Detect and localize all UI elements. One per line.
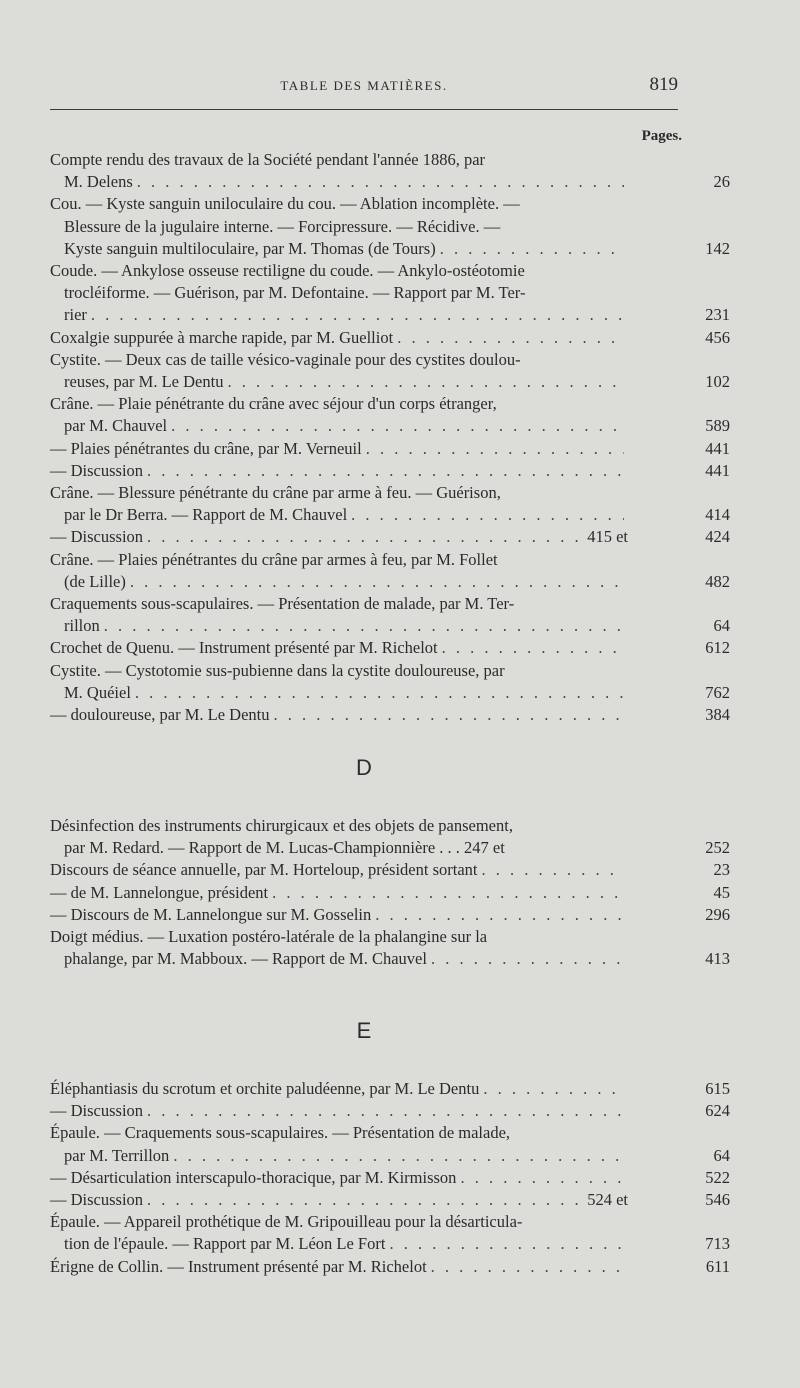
entry-line <box>50 1078 628 1100</box>
entry-text: — Discussion <box>50 1101 144 1121</box>
entry-extra-page: 415 et <box>587 527 628 547</box>
entry-text: — douloureuse, par M. Le Dentu <box>50 705 270 725</box>
entry-text: Coxalgie suppurée à marche rapide, par M. Guelliot <box>50 327 394 347</box>
entry-extra-page: 524 et <box>587 1190 628 1210</box>
entry-text: tion de l'épaule. — Rapport par M. Léon Le Fort <box>64 1234 386 1254</box>
header-rule <box>50 109 678 110</box>
entry-text: Érigne de Collin. — Instrument présenté par M. Richelot <box>50 1256 427 1276</box>
pages-column-label: Pages. <box>641 128 682 144</box>
entry-line <box>50 859 628 881</box>
index-entry <box>50 393 730 437</box>
dot-leader <box>483 1078 624 1100</box>
page-number: 819 <box>649 74 678 95</box>
dot-leader <box>104 615 624 637</box>
entry-line <box>50 882 628 904</box>
entry-line <box>50 393 628 415</box>
entry-text: Éléphantiasis du scrotum et orchite paludéenne, par M. Le Dentu <box>50 1079 480 1098</box>
entry-text: — Discussion <box>50 527 144 547</box>
entry-page-number: 414 <box>705 505 730 525</box>
entry-line <box>50 1167 628 1189</box>
entry-page-number: 252 <box>705 838 730 858</box>
entry-line <box>50 682 628 704</box>
entry-page-number: 413 <box>705 949 730 969</box>
entry-text: reuses, par M. Le Dentu <box>64 372 224 392</box>
entry-text: par M. Chauvel <box>64 416 168 436</box>
index-entry <box>50 1122 730 1166</box>
entry-text: Cystite. — Deux cas de taille vésico-vaginale pour des cystites doulou- <box>50 349 521 369</box>
entry-line <box>50 704 628 726</box>
index-entry <box>50 882 730 904</box>
section-c-entries <box>50 149 730 726</box>
entry-text: rillon <box>64 616 100 636</box>
entry-page-number: 713 <box>705 1234 730 1254</box>
index-entry <box>50 460 730 482</box>
entry-line <box>50 460 628 482</box>
entry-page-number: 522 <box>705 1167 730 1187</box>
entry-page-number: 102 <box>705 372 730 392</box>
index-entry <box>50 904 730 926</box>
dot-leader <box>397 327 624 349</box>
entry-page-number: 384 <box>705 705 730 725</box>
entry-line <box>50 815 628 837</box>
index-entry <box>50 526 730 548</box>
dot-leader <box>431 948 624 970</box>
dot-leader <box>460 1167 624 1189</box>
index-entry <box>50 260 730 327</box>
entry-page-number: 762 <box>705 682 730 702</box>
entry-line <box>50 1256 628 1278</box>
dot-leader <box>482 859 625 881</box>
entry-line <box>50 438 628 460</box>
entry-page-number: 456 <box>705 327 730 347</box>
index-entry <box>50 1256 730 1278</box>
dot-leader <box>274 704 625 726</box>
entry-text: (de Lille) <box>64 571 126 591</box>
index-entry <box>50 549 730 593</box>
dot-leader <box>147 526 583 548</box>
entry-line <box>50 948 628 970</box>
entry-text: — Discours de M. Lannelongue sur M. Gosselin <box>50 904 372 924</box>
entry-text: phalange, par M. Mabboux. — Rapport de M. Chauvel <box>64 949 427 969</box>
entry-text: Kyste sanguin multiloculaire, par M. Thomas (de Tours) <box>64 238 436 258</box>
index-entry <box>50 704 730 726</box>
dot-leader <box>173 1145 624 1167</box>
entry-page-number: 45 <box>713 882 730 902</box>
entry-text: trocléiforme. — Guérison, par M. Defontaine. — Rapport par M. Ter- <box>64 283 526 303</box>
entry-text: M. Delens <box>64 172 133 192</box>
dot-leader <box>135 682 624 704</box>
entry-line <box>50 193 628 215</box>
index-entry <box>50 193 730 260</box>
index-entry <box>50 859 730 881</box>
entry-page-number: 231 <box>705 305 730 325</box>
index-entry <box>50 438 730 460</box>
dot-leader <box>442 637 624 659</box>
index-entry <box>50 1211 730 1255</box>
index-entry <box>50 349 730 393</box>
index-entry <box>50 1167 730 1189</box>
dot-leader <box>147 1189 583 1211</box>
entry-text: Discours de séance annuelle, par M. Horteloup, président sortant <box>50 860 478 880</box>
entry-text: Crâne. — Plaies pénétrantes du crâne par armes à feu, par M. Follet <box>50 549 498 569</box>
entry-text: par M. Terrillon <box>64 1145 170 1165</box>
entry-text: Cystite. — Cystotomie sus-pubienne dans la cystite douloureuse, par <box>50 660 505 680</box>
entry-text: — Désarticulation interscapulo-thoracique, par M. Kirmisson <box>50 1167 457 1187</box>
index-entry <box>50 815 730 859</box>
entry-line <box>50 615 628 637</box>
dot-leader <box>227 371 624 393</box>
entry-line <box>50 660 628 682</box>
entry-line <box>50 327 628 349</box>
entry-page-number: 624 <box>705 1101 730 1121</box>
dot-leader <box>130 571 624 593</box>
entry-line <box>50 571 628 593</box>
entry-text: Crâne. — Blessure pénétrante du crâne par arme à feu. — Guérison, <box>50 483 501 503</box>
entry-line <box>50 1233 628 1255</box>
dot-leader <box>431 1256 624 1278</box>
entry-page-number: 64 <box>713 1145 730 1165</box>
section-e-entries <box>50 1078 730 1278</box>
entry-line <box>50 282 628 304</box>
entry-text: rier <box>64 305 87 325</box>
entry-line <box>50 1100 628 1122</box>
section-letter-d: D <box>356 755 372 780</box>
entry-line <box>50 349 628 371</box>
entry-text: Craquements sous-scapulaires. — Présentation de malade, par M. Ter- <box>50 594 515 614</box>
running-title: TABLE DES MATIÈRES. <box>280 78 448 93</box>
index-entry <box>50 926 730 970</box>
entry-text: Blessure de la jugulaire interne. — Forcipressure. — Récidive. — <box>64 216 501 236</box>
index-entry <box>50 660 730 704</box>
index-entry <box>50 149 730 193</box>
dot-leader <box>366 438 624 460</box>
entry-page-number: 615 <box>705 1079 730 1098</box>
entry-line <box>50 171 628 193</box>
entry-text: — Plaies pénétrantes du crâne, par M. Verneuil <box>50 438 362 458</box>
entry-line <box>50 304 628 326</box>
entry-line <box>50 1189 628 1211</box>
dot-leader <box>272 882 624 904</box>
entry-page-number: 142 <box>705 238 730 258</box>
entry-text: — Discussion <box>50 1190 144 1210</box>
entry-page-number: 441 <box>705 460 730 480</box>
entry-line <box>50 593 628 615</box>
index-entry <box>50 593 730 637</box>
index-entry <box>50 482 730 526</box>
entry-text: Coude. — Ankylose osseuse rectiligne du coude. — Ankylo-ostéotomie <box>50 261 525 281</box>
entry-line <box>50 637 628 659</box>
entry-text: Doigt médius. — Luxation postéro-latérale de la phalangine sur la <box>50 927 488 947</box>
entry-page-number: 612 <box>705 638 730 658</box>
entry-line <box>50 238 628 260</box>
entry-text: Épaule. — Craquements sous-scapulaires. — Présentation de malade, <box>50 1123 511 1143</box>
entry-line <box>50 837 628 859</box>
entry-line <box>50 1122 628 1144</box>
entry-text: Épaule. — Appareil prothétique de M. Gripouilleau pour la désarticula- <box>50 1212 523 1232</box>
entry-text: Crochet de Quenu. — Instrument présenté par M. Richelot <box>50 638 438 658</box>
entry-text: par le Dr Berra. — Rapport de M. Chauvel <box>64 505 348 525</box>
entry-page-number: 26 <box>713 172 730 192</box>
entry-page-number: 23 <box>713 860 730 880</box>
index-entry <box>50 637 730 659</box>
index-entry <box>50 1189 730 1211</box>
entry-line <box>50 482 628 504</box>
entry-page-number: 424 <box>705 527 730 547</box>
entry-page-number: 441 <box>705 438 730 458</box>
entry-line <box>50 526 628 548</box>
entry-line <box>50 216 628 238</box>
entry-page-number: 296 <box>705 904 730 924</box>
dot-leader <box>171 415 624 437</box>
section-d-entries <box>50 815 730 970</box>
entry-line <box>50 504 628 526</box>
dot-leader <box>440 238 624 260</box>
entry-text: Compte rendu des travaux de la Société pendant l'année 1886, par <box>50 150 486 169</box>
dot-leader <box>389 1233 624 1255</box>
entry-text: Désinfection des instruments chirurgicaux et des objets de pansement, <box>50 816 513 835</box>
dot-leader <box>147 460 624 482</box>
entry-text: — de M. Lannelongue, président <box>50 882 269 902</box>
entry-line <box>50 549 628 571</box>
entry-text: — Discussion <box>50 460 144 480</box>
dot-leader <box>375 904 624 926</box>
entry-text: Crâne. — Plaie pénétrante du crâne avec séjour d'un corps étranger, <box>50 394 497 414</box>
index-entry <box>50 1100 730 1122</box>
entry-page-number: 546 <box>705 1190 730 1210</box>
entry-page-number: 589 <box>705 416 730 436</box>
entry-line <box>50 904 628 926</box>
entry-line <box>50 371 628 393</box>
entry-text: par M. Redard. — Rapport de M. Lucas-Championnière . . . 247 et <box>64 838 505 858</box>
entry-text: M. Quéiel <box>64 682 131 702</box>
entry-page-number: 64 <box>713 616 730 636</box>
index-entry <box>50 1078 730 1100</box>
entry-page-number: 482 <box>705 571 730 591</box>
page-header <box>50 72 678 100</box>
entry-page-number: 611 <box>705 1256 730 1276</box>
entry-line <box>50 1211 628 1233</box>
index-entry <box>50 327 730 349</box>
dot-leader <box>91 304 624 326</box>
entry-text: Cou. — Kyste sanguin uniloculaire du cou. — Ablation incomplète. — <box>50 194 520 214</box>
dot-leader <box>351 504 624 526</box>
entry-line <box>50 260 628 282</box>
dot-leader <box>137 171 624 193</box>
entry-line <box>50 926 628 948</box>
entry-line <box>50 415 628 437</box>
entry-line <box>50 149 628 171</box>
section-letter-e: E <box>356 1018 372 1043</box>
entry-line <box>50 1145 628 1167</box>
dot-leader <box>147 1100 624 1122</box>
